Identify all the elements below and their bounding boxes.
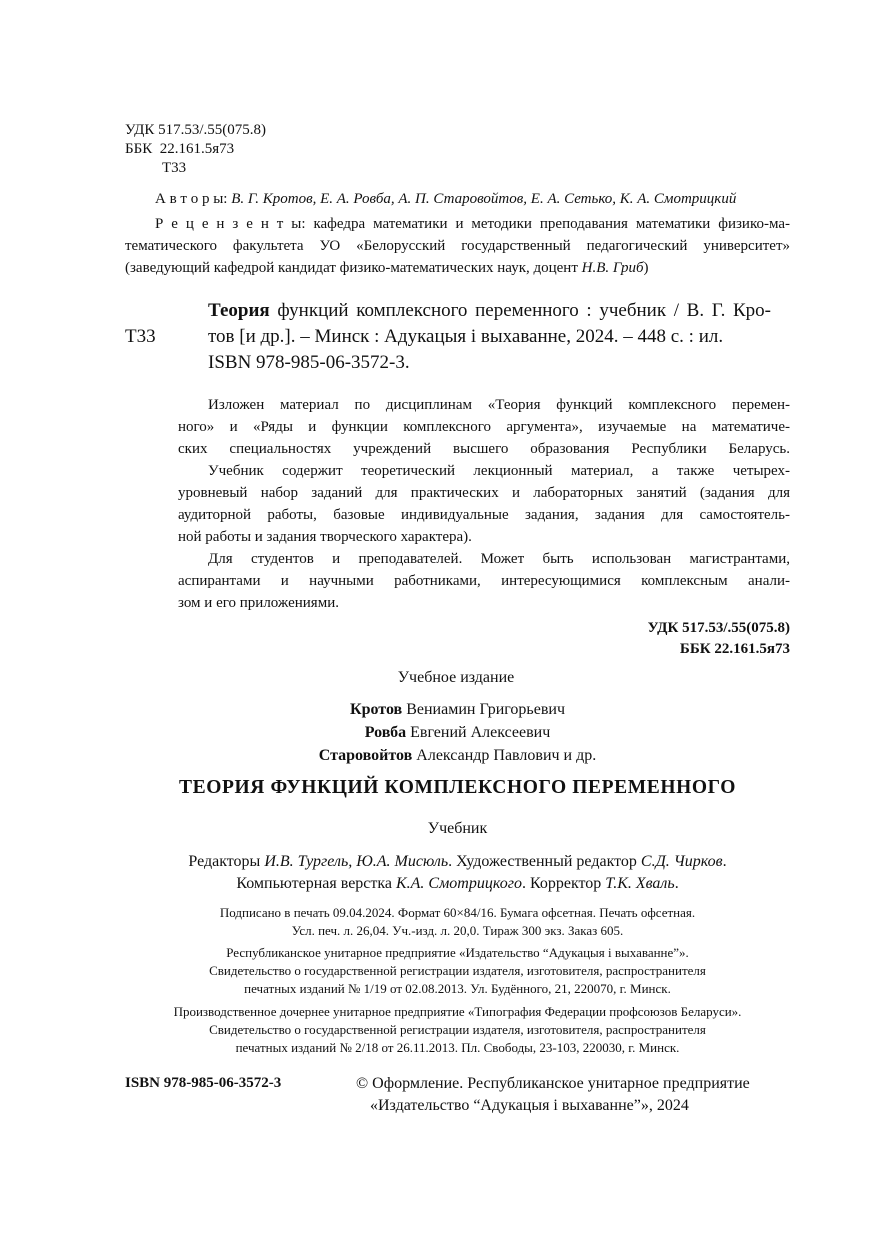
person-2: Ровба Евгений Алексеевич	[364, 724, 551, 741]
person-1: Кротов Вениамин Григорьевич	[350, 701, 565, 718]
footer-isbn: ISBN 978-985-06-3572-3	[125, 1075, 282, 1091]
person-3: Старовойтов Александр Павлович и др.	[318, 747, 597, 764]
classification-udk: УДК 517.53/.55(075.8)	[647, 620, 790, 636]
authors-names: В. Г. Кротов, Е. А. Ровба, А. П. Старовойтов, Е. А. Сетько, К. А. Смотрицкий	[231, 191, 737, 207]
classification-bbk: ББК 22.161.5я73	[679, 641, 790, 657]
udk-code: УДК 517.53/.55(075.8)	[125, 122, 266, 138]
editors-line-1: Редакторы И.В. Тургель, Ю.А. Мисюль. Художественный редактор С.Д. Чирков.	[188, 853, 727, 870]
bbk-code: ББК 22.161.5я73	[125, 141, 235, 157]
book-title: ТЕОРИЯ ФУНКЦИЙ КОМПЛЕКСНОГО ПЕРЕМЕННОГО	[179, 777, 736, 798]
reviewer-head-name: Н.В. Гриб	[581, 260, 644, 276]
authors-label: А в т о р ы:	[155, 191, 228, 207]
author-mark: Т33	[162, 160, 187, 176]
abstract-p1-l1: Изложен материал по дисциплинам «Теория функций комплексного перемен-	[208, 397, 790, 413]
imprint-print-1: Подписано в печать 09.04.2024. Формат 60×84/16. Бумага офсетная. Печать офсетная.	[219, 905, 696, 920]
catalog-title-bold: Теория	[208, 300, 270, 321]
abstract-p3-l3: зом и его приложениями.	[178, 595, 339, 611]
authors-line	[155, 190, 736, 209]
book-subtitle: Учебник	[427, 820, 488, 837]
catalog-line-2: тов [и др.]. – Минск : Адукацыя і выхаванне, 2024. – 448 с. : ил.	[208, 326, 724, 347]
footer-copyright-1: © Оформление. Республиканское унитарное предприятие	[356, 1075, 750, 1092]
abstract-p1-l3: ских специальностях учреждений высшего образования Республики Беларусь.	[178, 441, 790, 457]
abstract-p2-l2: уровневый набор заданий для практических и лабораторных занятий (задания для	[178, 485, 790, 501]
imprint-print-2: Усл. печ. л. 26,04. Уч.-изд. л. 20,0. Тираж 300 экз. Заказ 605.	[291, 923, 624, 938]
abstract-p3-l2: аспирантами и научными работниками, интересующимися комплексным анали-	[178, 573, 790, 589]
imprint-publisher-3: печатных изданий № 1/19 от 02.08.2013. Ул. Будённого, 21, 220070, г. Минск.	[244, 981, 671, 996]
footer-copyright-2: «Издательство “Адукацыя і выхаванне”», 2024	[370, 1097, 689, 1114]
imprint-publisher-1: Республиканское унитарное предприятие «Издательство “Адукацыя і выхаванне”».	[226, 945, 689, 960]
catalog-line-1: Теория функций комплексного переменного : учебник / В. Г. Кро-	[208, 300, 771, 321]
imprint-printer-3: печатных изданий № 2/18 от 26.11.2013. Пл. Свободы, 23-103, 220030, г. Минск.	[235, 1040, 680, 1055]
imprint-publisher-2: Свидетельство о государственной регистрации издателя, изготовителя, распространителя	[209, 963, 706, 978]
imprint-printer-1: Производственное дочернее унитарное предприятие «Типография Федерации профсоюзов Беларуси».	[173, 1004, 742, 1019]
reviewers-line-1: Р е ц е н з е н т ы: кафедра математики и методики преподавания математики физико-ма-	[155, 216, 791, 232]
catalog-line-3: ISBN 978-985-06-3572-3.	[208, 352, 410, 373]
imprint-printer-2: Свидетельство о государственной регистрации издателя, изготовителя, распространителя	[209, 1022, 706, 1037]
abstract-p2-l3: аудиторной работы, базовые индивидуальные задания, задания для самостоятель-	[178, 507, 790, 523]
edition-type: Учебное издание	[397, 669, 515, 686]
editors-line-2: Компьютерная верстка К.А. Смотрицкого. Корректор Т.К. Хваль.	[236, 875, 679, 892]
reviewers-line-3: (заведующий кафедрой кандидат физико-математических наук, доцент Н.В. Гриб)	[125, 260, 649, 276]
catalog-mark: Т33	[125, 326, 156, 347]
reviewers-label: Р е ц е н з е н т ы:	[155, 216, 306, 232]
abstract-p2-l1: Учебник содержит теоретический лекционный материал, а также четырех-	[208, 463, 790, 479]
abstract-p2-l4: ной работы и задания творческого характера).	[178, 529, 472, 545]
abstract-p3-l1: Для студентов и преподавателей. Может быть использован магистрантами,	[208, 551, 790, 567]
abstract-p1-l2: ного» и «Ряды и функции комплексного аргумента», изучаемые на математиче-	[178, 419, 790, 435]
reviewers-line-2: тематического факультета УО «Белорусский государственный педагогический университет»	[125, 238, 790, 254]
